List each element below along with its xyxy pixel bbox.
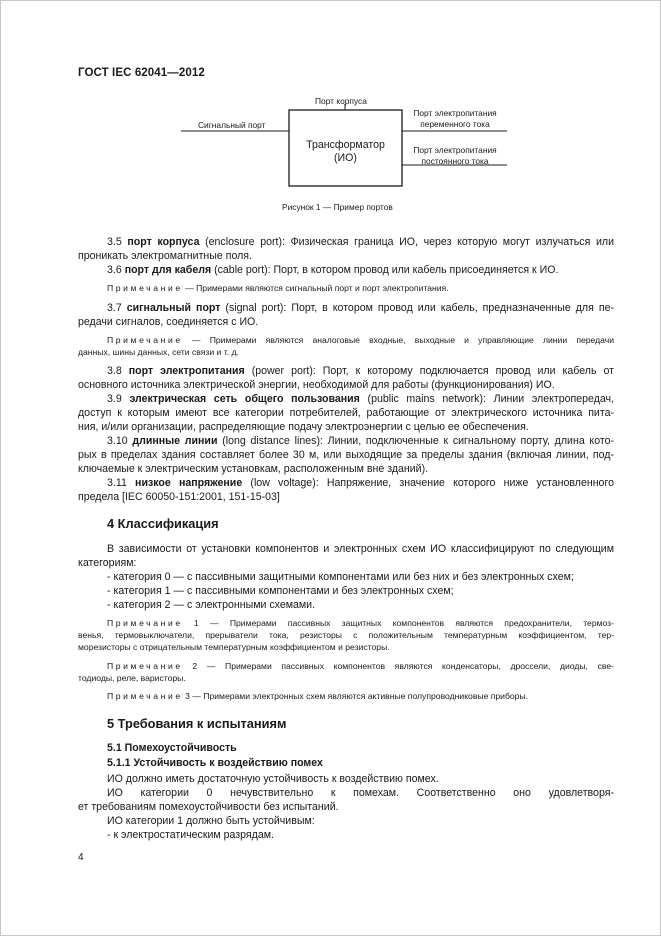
definition-3-10-line1 xyxy=(107,434,614,448)
def-text: доступ к которым имеют все категории потребителей, работающие от электрического источника пита- xyxy=(78,407,614,419)
note-text: 1 — Примерами пассивных защитных компонентов являются предохранители, термоз- xyxy=(182,618,614,628)
note-4-2-line1 xyxy=(107,660,614,672)
section-4-para-line2: категориям: xyxy=(78,557,137,569)
definition-3-11-line2: предела [IEC 60050-151:2001, 151-15-03] xyxy=(78,491,280,503)
transformer-label xyxy=(289,139,402,165)
def-text: (enclosure port): Физическая граница ИО, через которую могут излучаться или xyxy=(199,236,614,248)
note-4-1-line3: морезисторы с отрицательным температурным коэффициентом и резисторы. xyxy=(78,642,390,652)
note-3-6 xyxy=(107,282,449,294)
figure-caption: Рисунок 1 — Пример портов xyxy=(282,202,393,212)
definition-3-8-line1 xyxy=(107,364,614,378)
def-term: порт электропитания xyxy=(128,365,245,377)
def-term: длинные линии xyxy=(132,435,218,447)
section-4-para-line1 xyxy=(107,542,614,556)
subsection-5-1-heading: 5.1 Помехоустойчивость xyxy=(107,742,237,754)
ports-diagram xyxy=(0,0,661,220)
note-3-7-line1 xyxy=(107,334,614,346)
note-label: Примечание xyxy=(107,283,183,293)
def-term: низкое напряжение xyxy=(135,477,243,489)
dc-power-port-label xyxy=(408,145,502,167)
category-1-item: - категория 1 — с пассивными компонентами и без электронных схем; xyxy=(107,585,454,597)
note-text: венья, термовыключатели, прерыватели тока, резисторы с положительным температурным коэффициентом, тер- xyxy=(78,630,614,640)
note-label: Примечание xyxy=(107,661,183,671)
def-text: (long distance lines): Линии, подключенные к сигнальному порту, длина кото- xyxy=(217,435,615,447)
def-text: рых в пределах здания составляет более 30 м, или выходящие за пределы здания (включая линии, под- xyxy=(78,449,614,461)
dc-power-line2: постоянного тока xyxy=(421,156,489,166)
category-0-item: - категория 0 — с пассивными защитными компонентами или без них и без электронных схем; xyxy=(107,571,574,583)
def-number: 3.6 xyxy=(107,264,122,276)
section-5-para2-line2: ет требованиям помехоустойчивости без испытаний. xyxy=(78,801,339,813)
def-term: порт корпуса xyxy=(127,236,200,248)
definition-3-11-line1 xyxy=(107,476,614,490)
section-5-para1: ИО должно иметь достаточную устойчивость к воздействию помех. xyxy=(107,773,439,785)
note-4-1-line1 xyxy=(107,617,614,629)
note-label: Примечание xyxy=(107,618,183,628)
definition-3-7-line1 xyxy=(107,301,614,315)
note-text: — Примерами являются аналоговые входные, выходные и управляющие линии передачи xyxy=(182,335,614,345)
section-5-heading: 5 Требования к испытаниям xyxy=(107,716,287,731)
definition-3-7-line2: редачи сигналов, соединяется с ИО. xyxy=(78,316,259,328)
subsection-5-1-1-heading: 5.1.1 Устойчивость к воздействию помех xyxy=(107,757,323,769)
dc-power-line1: Порт электропитания xyxy=(413,145,497,155)
definition-3-9-line2 xyxy=(78,406,614,420)
para-text: ИО категории 0 нечувствительно к помехам. Соответственно оно удовлетворя- xyxy=(107,787,614,799)
para-text: В зависимости от установки компонентов и электронных схем ИО классифицируют по следующим xyxy=(107,543,614,555)
definition-3-5-line2: проникать электромагнитные поля. xyxy=(78,250,252,262)
def-number: 3.8 xyxy=(107,365,122,377)
note-3-7-line2: данных, шины данных, сети связи и т. д. xyxy=(78,347,239,357)
def-number: 3.7 xyxy=(107,302,122,314)
section-5-para3: ИО категории 1 должно быть устойчивым: xyxy=(107,815,315,827)
note-label: Примечание xyxy=(107,335,183,345)
def-term: порт для кабеля xyxy=(124,264,212,276)
section-5-list-item: - к электростатическим разрядам. xyxy=(107,829,274,841)
document-header: ГОСТ IEC 62041—2012 xyxy=(78,67,205,79)
signal-port-label: Сигнальный порт xyxy=(198,120,266,130)
definition-3-5-line1 xyxy=(107,235,614,249)
definition-3-10-line2 xyxy=(78,448,614,462)
definition-3-10-line3: ключаемые к электрическим установкам, расположенным вне зданий). xyxy=(78,463,429,475)
category-2-item: - категория 2 — с электронными схемами. xyxy=(107,599,316,611)
def-number: 3.5 xyxy=(107,236,122,248)
note-label: Примечание xyxy=(107,691,183,701)
definition-3-6 xyxy=(107,263,558,277)
note-text: 3 — Примерами электронных схем являются активные полупроводниковые приборы. xyxy=(182,691,529,701)
transformer-label-line1: Трансформатор xyxy=(306,139,385,151)
ac-power-line1: Порт электропитания xyxy=(413,108,497,118)
def-number: 3.10 xyxy=(107,435,128,447)
definition-3-9-line1 xyxy=(107,392,614,406)
enclosure-port-label: Порт корпуса xyxy=(315,96,367,106)
note-4-2-line2: тодиоды, реле, варисторы. xyxy=(78,673,186,683)
section-4-heading: 4 Классификация xyxy=(107,516,219,531)
def-term: сигнальный порт xyxy=(126,302,221,314)
def-text: (cable port): Порт, в котором провод или кабель присоединяется к ИО. xyxy=(211,264,559,276)
section-5-para2-line1 xyxy=(107,786,614,800)
def-number: 3.9 xyxy=(107,393,122,405)
def-text: (low voltage): Напряжение, значение которого ниже установленного xyxy=(242,477,614,489)
def-term: электрическая сеть общего пользования xyxy=(129,393,360,405)
def-number: 3.11 xyxy=(107,477,127,489)
definition-3-8-line2: основного источника электрической энергии, необходимой для работы (функционирования) ИО. xyxy=(78,379,555,391)
page-number: 4 xyxy=(78,852,84,863)
ac-power-line2: переменного тока xyxy=(420,119,490,129)
note-text: — Примерами являются сигнальный порт и порт электропитания. xyxy=(182,283,449,293)
transformer-label-line2: (ИО) xyxy=(334,152,357,164)
note-4-3 xyxy=(107,690,528,702)
def-text: (signal port): Порт, в котором провод или кабель, предназначенные для пе- xyxy=(220,302,614,314)
def-text: (power port): Порт, к которому подключается провод или кабель от xyxy=(244,365,614,377)
note-4-1-line2 xyxy=(78,629,614,641)
ac-power-port-label xyxy=(408,108,502,130)
definition-3-9-line3: ния, и/или организации, распределяющие подачу электроэнергии с целью ее обеспечения. xyxy=(78,421,529,433)
note-text: 2 — Примерами пассивных компонентов являются конденсаторы, дроссели, диоды, све- xyxy=(182,661,614,671)
def-text: (public mains network): Линии электропередач, xyxy=(359,393,615,405)
